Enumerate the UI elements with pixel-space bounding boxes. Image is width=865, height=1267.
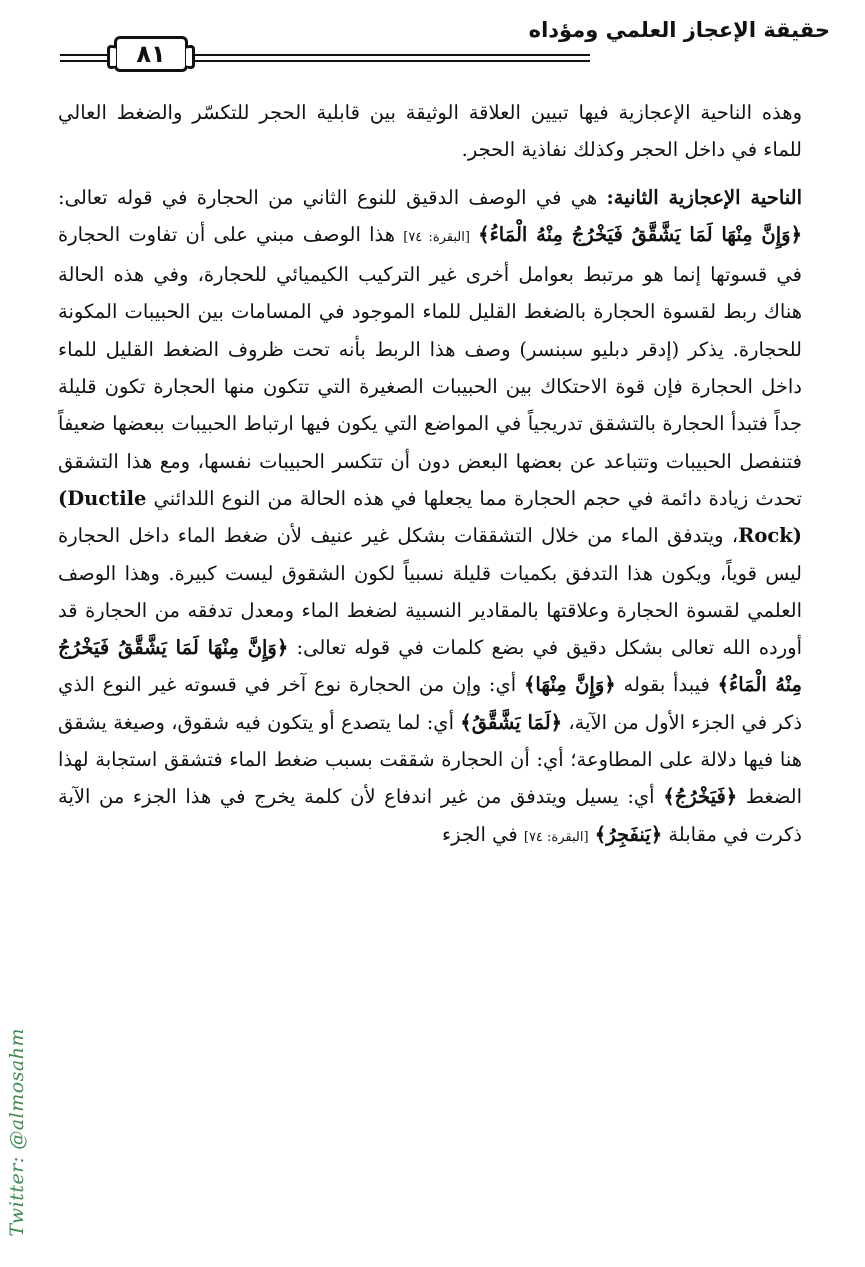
quran-quote: ﴿وَإِنَّ مِنْهَا﴾ [524,673,616,697]
paragraph-text: فيبدأ بقوله [623,673,710,697]
section-label: الناحية الإعجازية الثانية: [606,185,803,209]
paragraph [58,179,802,856]
paragraph-text: وهذه الناحية الإعجازية فيها تبيين العلاقة الوثيقة بين قابلية الحجر للتكسّر والضغط العالي للماء في داخل الحجر وكذلك نفاذية الحجر. [58,101,802,162]
english-term: (Ductile Rock) [58,486,802,548]
page-header [40,14,830,74]
paragraph [58,94,802,169]
twitter-watermark: Twitter: @almosahm [6,1028,28,1237]
quran-quote: ﴿فَيَخْرُجُ﴾ [663,785,738,809]
paragraph-text: ، ويتدفق الماء من خلال التشققات بشكل غير عنيف لأن ضغط الماء داخل الحجارة ليس قوياً، ويكون هذا التدفق بكميات قليلة نسبياً لكون الشقوق ليست كبيرة. وهذا الوصف العلمي لقسوة الحجارة وعلاقتها بالمقادير النسبية لضغط الماء ومعدل تدفقه من الحجارة قد أورده الله تعالى بشكل دقيق في بضع كلمات في قوله تعالى: [58,524,802,660]
paragraph-text: هي في الوصف الدقيق للنوع الثاني من الحجارة في قوله تعالى: [58,185,598,209]
page-number: ٨١ [114,36,188,72]
body-text [58,94,802,856]
quran-quote: ﴿لَمَا يَشَّقَّقُ﴾ [460,710,563,734]
header-rule [60,60,112,62]
verse-reference: [البقرة: ٧٤] [523,829,589,845]
quran-quote: ﴿وَإِنَّ مِنْهَا لَمَا يَشَّقَّقُ فَيَخْرُجُ مِنْهُ الْمَاءُ﴾ [478,222,803,246]
paragraph-text: أي: وإن من الحجارة نوع آخر في قسوته غير النوع الذي ذكر في الجزء الأول من الآية، [58,673,803,734]
paragraph-text: أي: لما يتصدع أو يتكون فيه شقوق، وصيغة يشقق هنا فيها دلالة على المطاوعة؛ أي: أن الحجارة شققت بسبب ضغط الماء فتشقق استجابة لهذا الضغط [58,710,802,809]
quran-quote: ﴿يَنفَجِرُ﴾ [594,822,663,846]
verse-reference: [البقرة: ٧٤] [403,229,470,245]
paragraph-text: هذا الوصف مبني على أن تفاوت الحجارة في قسوتها إنما هو مرتبط بعوامل أخرى غير التركيب الكيميائي للحجارة، وفي هذه الحالة هناك ربط لقسوة الحجارة بالضغط القليل للماء الموجود في المسامات بين الحبيبات المكونة للحجارة. يذكر (إدقر دبليو سبنسر) وصف هذا الربط بأنه تحت ظروف الضغط القليل للماء داخل الحجارة فإن قوة الاحتكاك بين الحبيبات الصغيرة التي تتكون منها الحجارة تكون قليلة جداً فتبدأ الحجارة بالتشقق تدريجياً في المواضع التي يكون فيها ارتباط الحبيبات ببعضها ضعيفاً فتنفصل الحبيبات وتتباعد عن بعضها البعض دون أن تتكسر الحبيبات نفسها، ومع هذا التشقق تحدث زيادة دائمة في حجم الحجارة مما يجعلها في هذه الحالة من النوع اللدائني [58,222,803,510]
header-rule [60,54,112,56]
header-rule [190,60,590,62]
header-rule [190,54,590,56]
quran-quote: ﴿وَإِنَّ مِنْهَا لَمَا يَشَّقَّقُ فَيَخْرُجُ مِنْهُ الْمَاءُ﴾ [58,636,802,697]
running-title: حقيقة الإعجاز العلمي ومؤداه [528,18,830,42]
paragraph-text: أي: يسيل ويتدفق من غير اندفاع لأن كلمة يخرج في هذا الجزء من الآية ذكرت في مقابلة [58,785,802,846]
paragraph-text: في الجزء [442,822,518,846]
